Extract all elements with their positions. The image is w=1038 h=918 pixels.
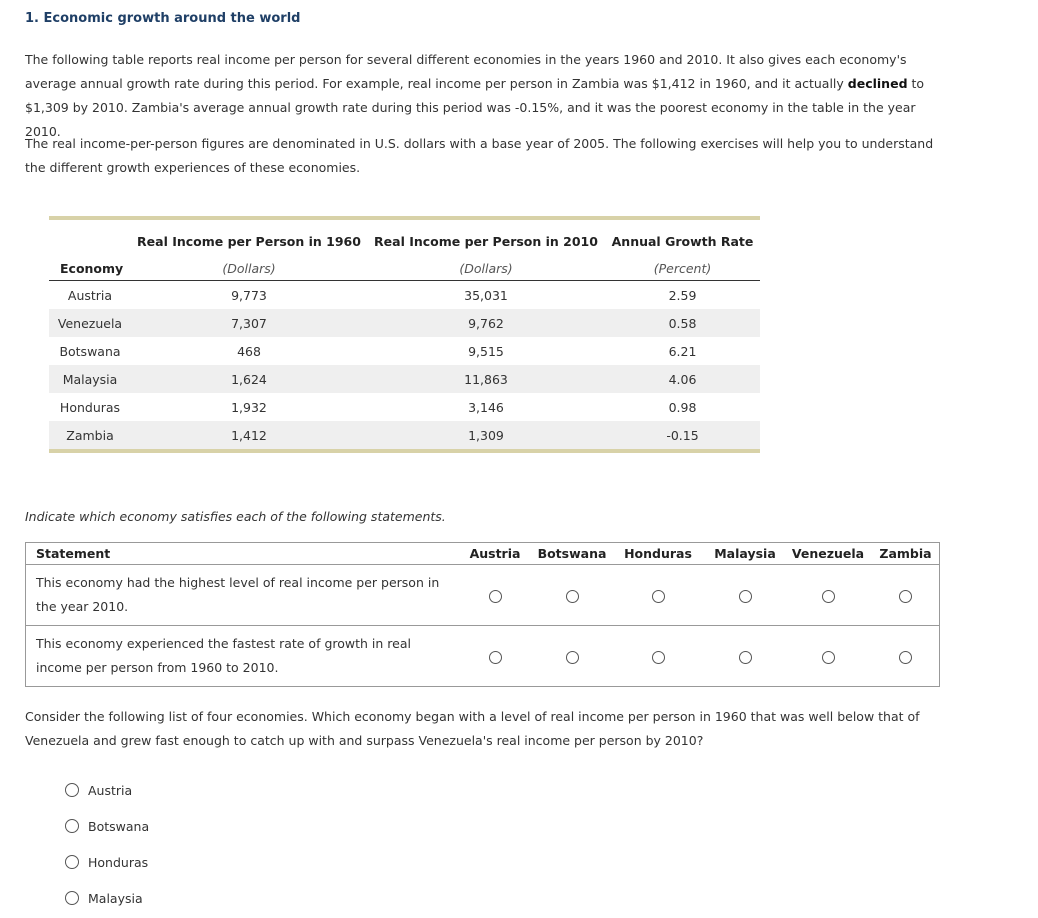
intro-paragraph-2: The real income-per-person figures are denominated in U.S. dollars with a base year of 2005. The following exercises will help you to understand the different growth experiences of these economies. bbox=[25, 136, 934, 175]
radio-s2-zambia[interactable] bbox=[899, 651, 912, 664]
unit-2010: (Dollars) bbox=[367, 256, 605, 281]
cell-income-1960: 1,412 bbox=[131, 421, 367, 449]
grid-header-statement: Statement bbox=[26, 543, 456, 565]
answer-options bbox=[65, 772, 149, 916]
header-income-2010: Real Income per Person in 2010 bbox=[374, 233, 598, 249]
statement-grid bbox=[25, 542, 940, 687]
table-row bbox=[49, 309, 760, 337]
cell-income-1960: 1,624 bbox=[131, 365, 367, 393]
cell-income-2010: 35,031 bbox=[464, 287, 508, 303]
table-row bbox=[49, 421, 760, 449]
grid-header-botswana: Botswana bbox=[534, 543, 610, 565]
statement-row-fastest-growth bbox=[26, 626, 939, 687]
unit-1960: (Dollars) bbox=[131, 256, 367, 281]
cell-economy: Malaysia bbox=[49, 365, 131, 393]
cell-growth: 0.98 bbox=[668, 399, 697, 415]
statement-text: This economy experienced the fastest rate of growth in real income per person from 1960 to 2010. bbox=[26, 626, 456, 687]
cell-income-1960: 468 bbox=[237, 343, 261, 359]
radio-s2-austria[interactable] bbox=[489, 651, 502, 664]
intro-text-1a: The following table reports real income per person for several different economies in the years 1960 and 2010. It also gives each economy's average annual growth rate during this period. For example, real income per person in Zambia was $1,412 in 1960, and it actually bbox=[25, 52, 907, 91]
intro-bold-declined: declined bbox=[847, 76, 908, 91]
cell-growth: 4.06 bbox=[605, 365, 760, 393]
cell-income-2010: 9,762 bbox=[367, 309, 605, 337]
radio-s1-zambia[interactable] bbox=[899, 590, 912, 603]
cell-economy: Zambia bbox=[49, 421, 131, 449]
radio-s1-austria[interactable] bbox=[489, 590, 502, 603]
question-title: 1. Economic growth around the world bbox=[25, 11, 301, 26]
table-row bbox=[49, 337, 760, 365]
header-economy: Economy bbox=[49, 256, 131, 281]
option-label: Honduras bbox=[88, 854, 149, 870]
radio-s1-botswana[interactable] bbox=[566, 590, 579, 603]
grid-header-malaysia: Malaysia bbox=[706, 543, 784, 565]
radio-s2-venezuela[interactable] bbox=[822, 651, 835, 664]
cell-economy: Venezuela bbox=[49, 309, 131, 337]
grid-header-venezuela: Venezuela bbox=[784, 543, 872, 565]
cell-income-1960: 1,932 bbox=[231, 399, 267, 415]
cell-income-2010: 1,309 bbox=[367, 421, 605, 449]
option-botswana[interactable] bbox=[65, 808, 149, 844]
unit-growth: (Percent) bbox=[605, 256, 760, 281]
grid-header-honduras: Honduras bbox=[610, 543, 706, 565]
cell-income-1960: 9,773 bbox=[231, 287, 267, 303]
statement-text: This economy had the highest level of real income per person in the year 2010. bbox=[26, 565, 456, 626]
intro-text-1b: to $1,309 by 2010. Zambia's average annual growth rate during this period was -0.15%, and it was the poorest economy in the table in the year 2010. bbox=[25, 76, 925, 139]
header-income-1960: Real Income per Person in 1960 bbox=[137, 233, 361, 249]
radio-s1-venezuela[interactable] bbox=[822, 590, 835, 603]
radio-s1-honduras[interactable] bbox=[652, 590, 665, 603]
option-label: Malaysia bbox=[88, 890, 143, 906]
option-malaysia[interactable] bbox=[65, 880, 149, 916]
radio-s2-honduras[interactable] bbox=[652, 651, 665, 664]
statement-row-highest-income bbox=[26, 565, 939, 626]
cell-income-2010: 3,146 bbox=[468, 399, 504, 415]
option-label: Austria bbox=[88, 782, 133, 798]
cell-growth: -0.15 bbox=[605, 421, 760, 449]
table-row bbox=[49, 281, 760, 310]
table-row bbox=[49, 365, 760, 393]
cell-economy: Honduras bbox=[59, 399, 121, 415]
grid-header-zambia: Zambia bbox=[872, 543, 939, 565]
cell-income-2010: 9,515 bbox=[468, 343, 504, 359]
grid-header-austria: Austria bbox=[456, 543, 534, 565]
radio-option-honduras[interactable] bbox=[65, 855, 79, 869]
income-data-table bbox=[49, 216, 760, 453]
radio-s1-malaysia[interactable] bbox=[739, 590, 752, 603]
cell-economy: Botswana bbox=[59, 343, 121, 359]
radio-s2-botswana[interactable] bbox=[566, 651, 579, 664]
table-row bbox=[49, 393, 760, 421]
radio-option-botswana[interactable] bbox=[65, 819, 79, 833]
radio-option-malaysia[interactable] bbox=[65, 891, 79, 905]
header-growth-rate: Annual Growth Rate bbox=[611, 233, 754, 249]
option-austria[interactable] bbox=[65, 772, 149, 808]
option-honduras[interactable] bbox=[65, 844, 149, 880]
header-spacer bbox=[49, 220, 131, 256]
option-label: Botswana bbox=[88, 818, 150, 834]
cell-growth: 6.21 bbox=[668, 343, 697, 359]
cell-growth: 2.59 bbox=[668, 287, 697, 303]
instruction-text: Indicate which economy satisfies each of the following statements. bbox=[25, 509, 446, 524]
catch-up-question: Consider the following list of four economies. Which economy began with a level of real income per person in 1960 that was well below that of Venezuela and grew fast enough to catch up with and surpass Venezuela's real income per person by 2010? bbox=[25, 709, 920, 748]
radio-option-austria[interactable] bbox=[65, 783, 79, 797]
cell-growth: 0.58 bbox=[605, 309, 760, 337]
cell-income-2010: 11,863 bbox=[367, 365, 605, 393]
cell-economy: Austria bbox=[67, 287, 113, 303]
intro-paragraph-1 bbox=[25, 48, 945, 144]
cell-income-1960: 7,307 bbox=[131, 309, 367, 337]
radio-s2-malaysia[interactable] bbox=[739, 651, 752, 664]
